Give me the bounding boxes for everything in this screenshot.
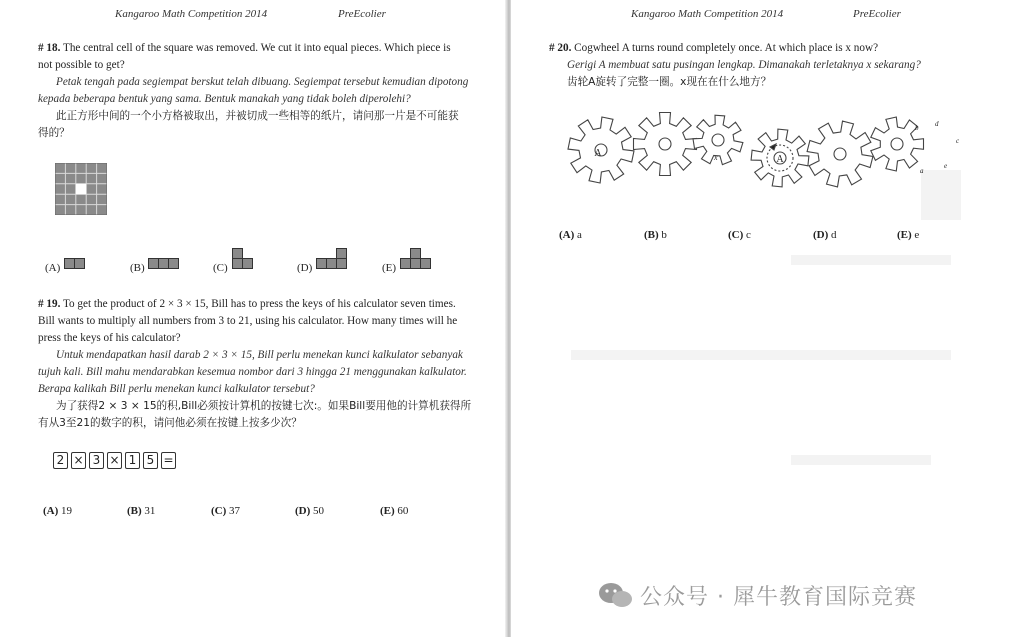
q20-option-b: (B) b [644, 229, 667, 241]
q18-option-d-label: (D) [297, 262, 313, 274]
piece-c-shape [232, 248, 254, 270]
gear-middle-before-hub [659, 138, 671, 150]
q18-text-zh-line1: 此正方形中间的一个小方格被取出，并被切成一些相等的纸片，请问那一片是不可能获 [56, 110, 459, 122]
q20-text-en-line1: # 20. Cogwheel A turns round completely once. At which place is x now? [549, 42, 879, 54]
gear-small-after-hub [891, 138, 903, 150]
gear-a-label-after: A [776, 154, 784, 165]
q20-option-d: (D) d [813, 229, 837, 241]
q18-text-en-line1: # 18. The central cell of the square was removed. We cut it into equal pieces. Which piece is [38, 42, 451, 54]
calc-key: × [107, 452, 122, 469]
q18-option-c-label: (C) [213, 262, 228, 274]
piece-b-shape [148, 258, 180, 270]
calc-key: = [161, 452, 176, 469]
cogwheel-figure [561, 108, 981, 198]
q20-number: # 20. [549, 42, 572, 54]
q18-text-ms-line2: kepada beberapa bentuk yang sama. Bentuk manakah yang tidak boleh diperolehi? [38, 93, 411, 105]
grid-square-figure [55, 163, 107, 215]
calculator-key-sequence [53, 452, 179, 470]
place-label-a: a [920, 167, 924, 175]
bleed-through-mark [791, 455, 931, 465]
piece-e-shape [400, 248, 432, 270]
q19-text-ms-line1: Untuk mendapatkan hasil darab 2 × 3 × 15, Bill perlu menekan kunci kalkulator sebanyak [56, 349, 463, 361]
gear-middle-after-hub [834, 148, 846, 160]
calc-key: 5 [143, 452, 158, 469]
bleed-through-mark [791, 255, 951, 265]
q19-text-ms-line2: tujuh kali. Bill mahu mendarabkan kesemua nombor dari 3 hingga 21 menggunakan kalkulator. [38, 366, 467, 378]
running-header-level: PreEcolier [853, 8, 901, 20]
place-label-d: d [935, 120, 939, 128]
q19-text-en-line3: press the keys of his calculator? [38, 332, 181, 344]
calc-key: 1 [125, 452, 140, 469]
q18-option-e-label: (E) [382, 262, 397, 274]
q19-text-en-line1: # 19. To get the product of 2 × 3 × 15, Bill has to press the keys of his calculator seven times. [38, 298, 456, 310]
q20-option-a: (A) a [559, 229, 582, 241]
place-label-b: b [915, 124, 919, 132]
q19-text-en-line2: Bill wants to multiply all numbers from 3 to 21, using his calculator. How many times will he [38, 315, 458, 327]
running-header-level: PreEcolier [338, 8, 386, 20]
q19-option-e: (E) 60 [380, 505, 409, 517]
q19-text-ms-line3: Berapa kalikah Bill perlu menekan kunci kalkulator tersebut? [38, 383, 315, 395]
calc-key: 2 [53, 452, 68, 469]
running-header-title: Kangaroo Math Competition 2014 [631, 8, 784, 20]
watermark-text: 公众号 · 犀牛教育国际竞赛 [640, 585, 917, 610]
calc-key: × [71, 452, 86, 469]
q18-text-en-line2: not possible to get? [38, 59, 125, 71]
running-header-title: Kangaroo Math Competition 2014 [115, 8, 268, 20]
piece-d-shape [316, 248, 348, 270]
q20-option-c: (C) c [728, 229, 751, 241]
q19-option-c: (C) 37 [211, 505, 241, 517]
q19-option-d: (D) 50 [295, 505, 325, 517]
q18-option-b-label: (B) [130, 262, 145, 274]
q18-text-zh-line2: 得的？ [38, 127, 70, 139]
q18-option-a-label: (A) [45, 262, 61, 274]
q18-text-ms-line1: Petak tengah pada segiempat berskut telah dibuang. Segiempat tersebut kemudian dipotong [56, 76, 469, 88]
q19-option-b: (B) 31 [127, 505, 156, 517]
calc-key: 3 [89, 452, 104, 469]
q19-number: # 19. [38, 298, 61, 310]
gear-x-mark-before: x [714, 153, 718, 162]
piece-a-shape [64, 258, 86, 270]
right-page [511, 0, 1024, 637]
removed-center-cell [76, 184, 86, 194]
q19-option-a: (A) 19 [43, 505, 73, 517]
bleed-through-mark [571, 350, 951, 360]
gear-small-before-hub [712, 134, 724, 146]
q20-text-ms-line1: Gerigi A membuat satu pusingan lengkap. Dimanakah terletaknya x sekarang? [567, 59, 921, 71]
q19-text-zh-line1: 为了获得2 × 3 × 15的积,Bill必须按计算机的按键七次:。如果Bill要用他的计算机获得所 [56, 400, 472, 412]
q18-number: # 18. [38, 42, 61, 54]
q20-text-zh-line1: 齿轮A旋转了完整一圈。x现在在什么地方？ [567, 76, 772, 88]
place-label-e: e [944, 162, 948, 170]
wechat-icon [596, 580, 636, 610]
q20-option-e: (E) e [897, 229, 920, 241]
left-page [0, 0, 508, 637]
q19-text-zh-line2: 有从3至21的数字的积，请问他必须在按键上按多少次？ [38, 417, 302, 429]
place-label-c: c [956, 137, 960, 145]
gear-a-label-before: A [594, 148, 602, 159]
